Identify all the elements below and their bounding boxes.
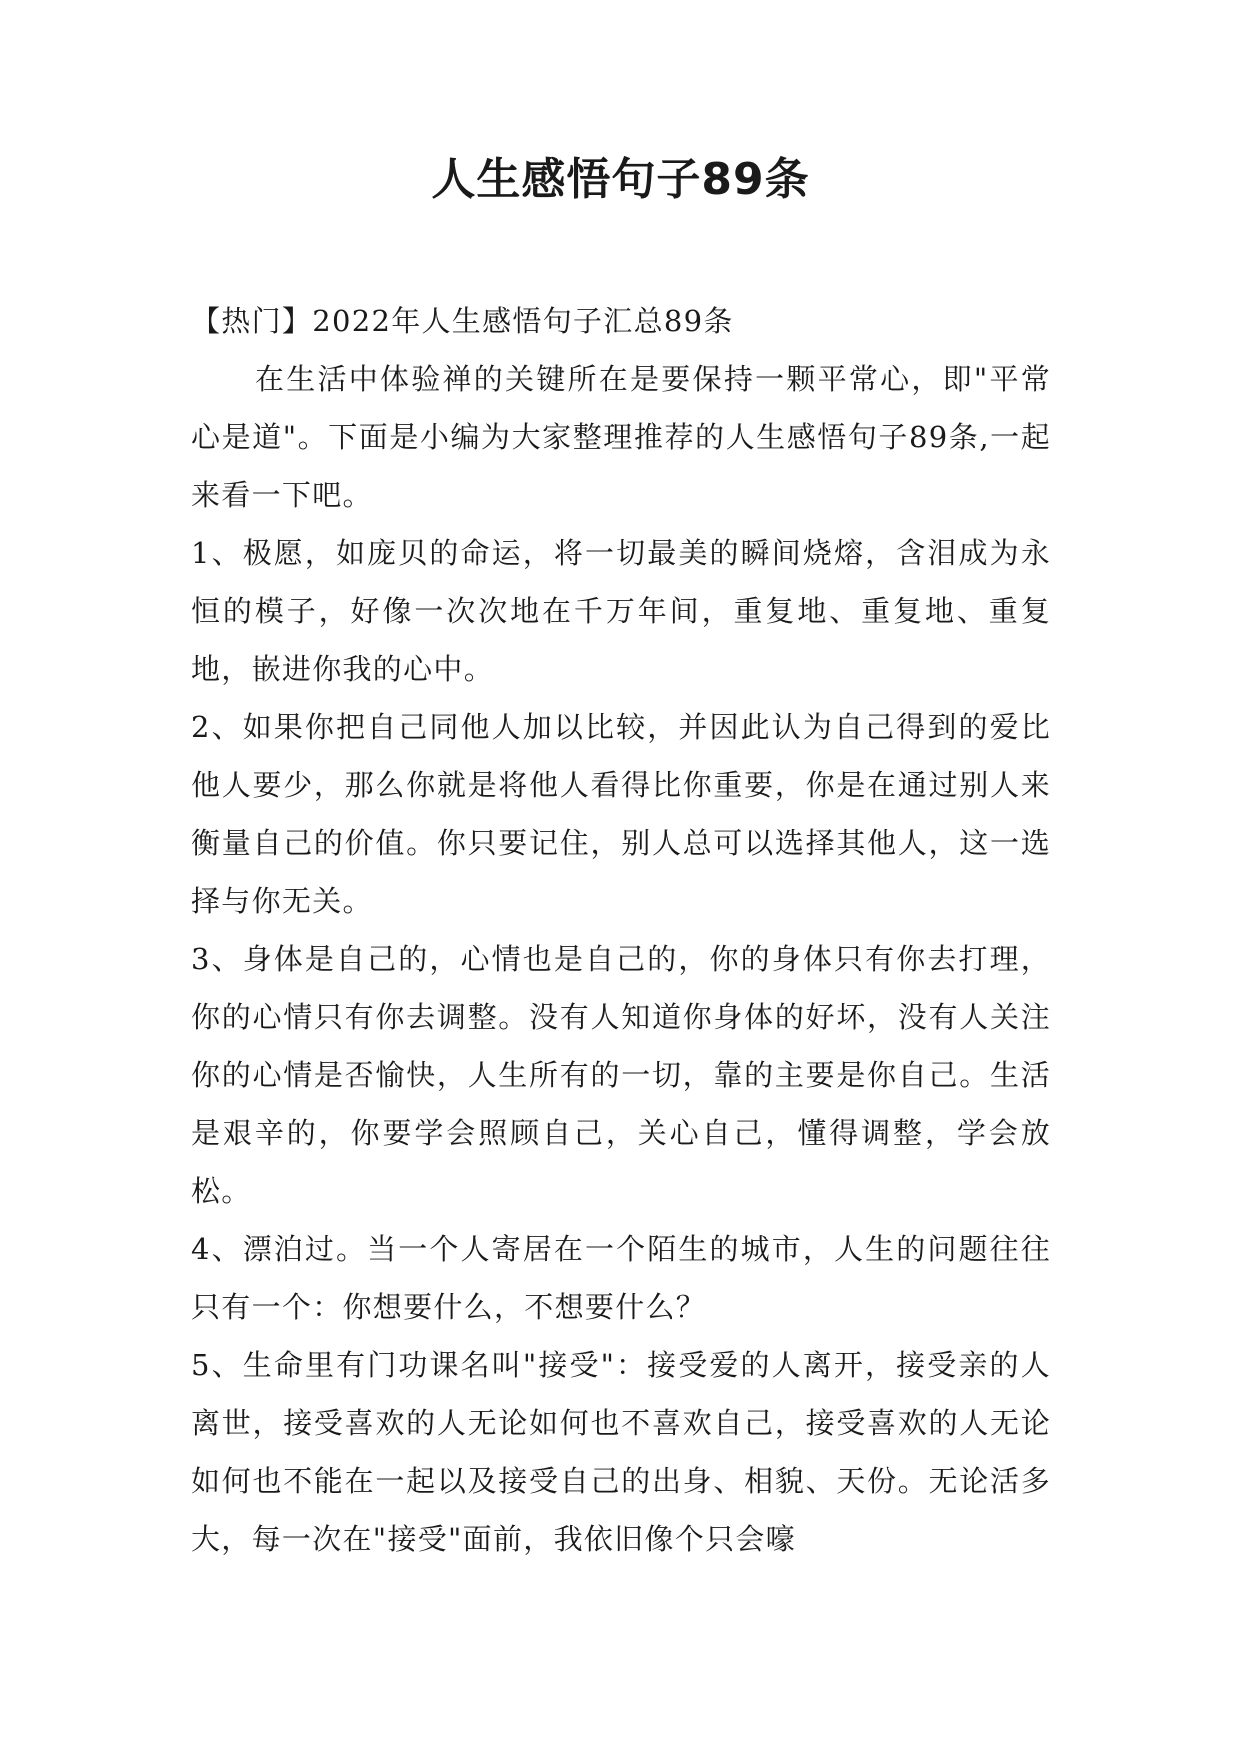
list-item: 4、漂泊过。当一个人寄居在一个陌生的城市，人生的问题往往只有一个：你想要什么，不想要什么？ [191,1232,1051,1324]
list-item: 2、如果你把自己同他人加以比较，并因此认为自己得到的爱比他人要少，那么你就是将他人看得比你重要，你是在通过别人来衡量自己的价值。你只要记住，别人总可以选择其他人，这一选择与你无关。 [191,710,1051,918]
document-title: 人生感悟句子89条 [431,154,810,205]
document-body [191,292,1051,1568]
list-item: 3、身体是自己的，心情也是自己的，你的身体只有你去打理，你的心情只有你去调整。没有人知道你身体的好坏，没有人关注你的心情是否愉快，人生所有的一切，靠的主要是你自己。生活是艰辛的，你要学会照顾自己，关心自己，懂得调整，学会放松。 [191,942,1051,1208]
list-item: 5、生命里有门功课名叫"接受"：接受爱的人离开，接受亲的人离世，接受喜欢的人无论如何也不喜欢自己，接受喜欢的人无论如何也不能在一起以及接受自己的出身、相貌、天份。无论活多大，每一次在"接受"面前，我依旧像个只会嚎 [191,1348,1051,1556]
document-subtitle: 【热门】2022年人生感悟句子汇总89条 [191,304,734,338]
list-item: 1、极愿，如庞贝的命运，将一切最美的瞬间烧熔，含泪成为永恒的模子，好像一次次地在千万年间，重复地、重复地、重复地，嵌进你我的心中。 [191,536,1051,686]
intro-paragraph: 在生活中体验禅的关键所在是要保持一颗平常心，即"平常心是道"。下面是小编为大家整理推荐的人生感悟句子89条,一起来看一下吧。 [191,362,1051,512]
